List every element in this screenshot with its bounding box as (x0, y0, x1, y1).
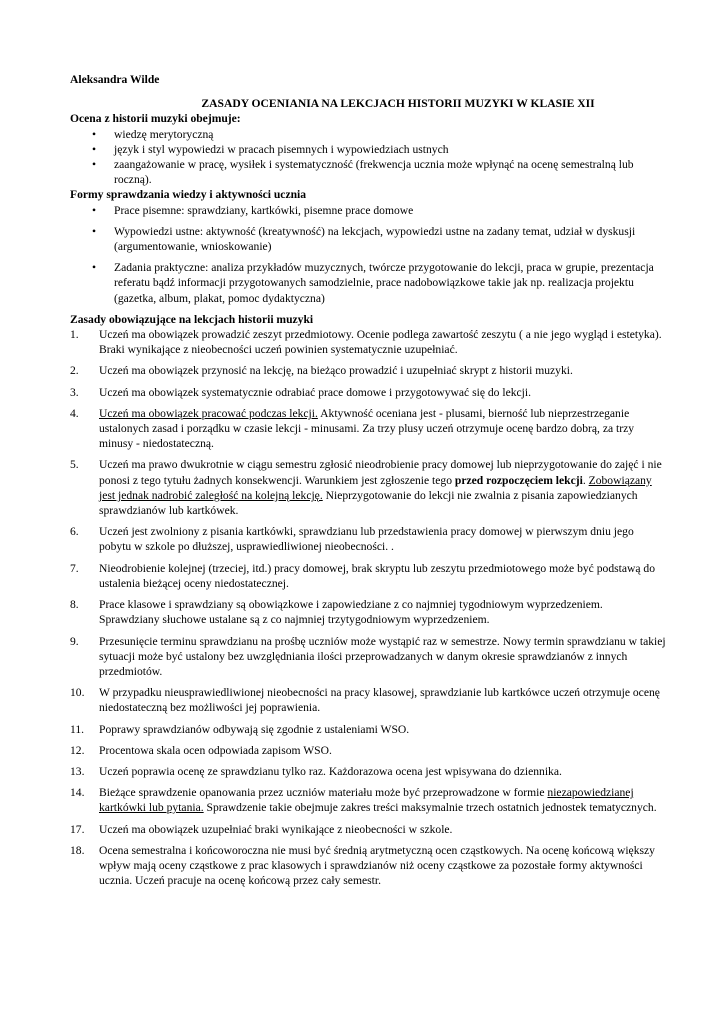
list-item (70, 406, 666, 452)
list-number: 10. (70, 686, 85, 700)
list-item (70, 764, 666, 779)
list-number: 9. (70, 634, 79, 648)
rule-text: Uczeń ma obowiązek prowadzić zeszyt przedmiotowy. Ocenie podlega zawartość zeszytu ( a nie jego wygląd i estetyka). Braki wynikające z nieobecności uczeń powinien systematycznie uzupełniać. (99, 328, 662, 357)
rule-text: Przesunięcie terminu sprawdzianu na prośbę uczniów może wystąpić raz w semestrze. Nowy termin sprawdzianu w takiej sytuacji może być ustalony bez uwzględniania ilości przeprowadzanych w danym okresie sprawdzianów z innych przedmiotów. (99, 634, 666, 678)
document-page (70, 72, 666, 894)
underlined-text: niezapowiedzianej kartkówki lub pytania. (99, 786, 634, 815)
rule-text: Uczeń ma obowiązek systematycznie odrabiać prace domowe i przygotowywać się do lekcji. (99, 385, 532, 399)
list-number: 2. (70, 364, 79, 378)
list-item (70, 457, 666, 518)
underlined-text: Zobowiązany jest jednak nadrobić zaległość na kolejną lekcję. (99, 473, 652, 502)
rule-text: Poprawy sprawdzianów odbywają się zgodnie z ustaleniami WSO. (99, 722, 410, 736)
document-title: ZASADY OCENIANIA NA LEKCJACH HISTORII MUZYKI W KLASIE XII (201, 97, 595, 111)
assessment-forms-list (70, 203, 666, 306)
underlined-text: Uczeń ma obowiązek pracować podczas lekcji. (99, 406, 318, 420)
list-item (70, 843, 666, 889)
list-item (70, 597, 666, 627)
section-heading-grading-scope: Ocena z historii muzyki obejmuje: (70, 112, 241, 126)
rule-text: . (582, 473, 589, 487)
list-number: 1. (70, 328, 79, 342)
list-number: 7. (70, 561, 79, 575)
list-number: 5. (70, 458, 79, 472)
rule-text: Bieżące sprawdzenie opanowania przez uczniów materiału może być przeprowadzone w formie (99, 786, 548, 800)
grading-scope-list (70, 127, 666, 188)
rule-text: Nieprzygotowanie do lekcji nie zwalnia z pisania zapowiedzianych sprawdzianów lub kartkówek. (99, 488, 638, 518)
list-item (70, 634, 666, 680)
list-number: 3. (70, 385, 79, 399)
rule-text: Uczeń jest zwolniony z pisania kartkówki, sprawdzianu lub przedstawienia pracy domowej w pierwszym dniu jego pobytu w szkole po dłuższej, usprawiedliwionej nieobecności. . (99, 525, 634, 554)
list-item: • wiedzę merytoryczną (70, 127, 666, 142)
list-number: 17. (70, 822, 85, 836)
list-number: 6. (70, 525, 79, 539)
rule-text: Uczeń poprawia ocenę ze sprawdzianu tylko raz. Każdorazowa ocena jest wpisywana do dziennika. (99, 764, 562, 778)
list-item (70, 722, 666, 737)
rule-text: Aktywność oceniana jest - plusami, bierność lub nieprzestrzeganie ustalonych zasad i porządku w czasie lekcji - minusami. Za trzy plusy uczeń otrzymuje ocenę bardzo dobrą, za trzy minusy - niedostateczną. (99, 406, 635, 451)
section-heading-rules: Zasady obowiązujące na lekcjach historii muzyki (70, 312, 314, 326)
rule-text: Sprawdzenie takie obejmuje zakres treści maksymalnie trzech ostatnich jednostek tematycznych. (203, 801, 657, 815)
list-item (70, 743, 666, 758)
list-item: • Wypowiedzi ustne: aktywność (kreatywność) na lekcjach, wypowiedzi ustne na zadany temat, udział w dyskusji (argumentowanie, wnioskowanie) (70, 224, 666, 254)
list-item: • język i styl wypowiedzi w pracach pisemnych i wypowiedziach ustnych (70, 142, 666, 157)
list-item: • Zadania praktyczne: analiza przykładów muzycznych, twórcze przygotowanie do lekcji, praca w grupie, prezentacja referatu bądź informacji przygotowanych samodzielnie, prace nadobowiązkowe takie jak np. realizacja projektu (gazetka, album, plakat, pomoc dydaktyczna) (70, 260, 666, 306)
list-item (70, 685, 666, 715)
list-number: 8. (70, 598, 79, 612)
list-number: 13. (70, 764, 85, 778)
rule-text: Procentowa skala ocen odpowiada zapisom WSO. (99, 743, 332, 757)
list-number: 11. (70, 722, 85, 736)
list-number: 4. (70, 406, 79, 420)
list-item (70, 561, 666, 591)
list-item (70, 385, 666, 400)
rule-text: Nieodrobienie kolejnej (trzeciej, itd.) pracy domowej, brak skryptu lub zeszytu przedmiotowego może być podstawą do ustalenia bieżącej oceny niedostatecznej. (99, 561, 656, 590)
bold-text: przed rozpoczęciem lekcji (454, 473, 583, 487)
list-item (70, 363, 666, 378)
rules-list (70, 327, 666, 888)
section-heading-assessment-forms: Formy sprawdzania wiedzy i aktywności ucznia (70, 188, 307, 202)
rule-text: Ocena semestralna i końcoworoczna nie musi być średnią arytmetyczną ocen cząstkowych. Na ocenę końcową większy wpływ mają oceny cząstkowe z prac klasowych i sprawdzianów niż oceny cząstkowe za pozostałe formy aktywności ucznia. Uczeń pracuje na ocenę końcową przez cały semestr. (99, 843, 655, 888)
list-item (70, 524, 666, 554)
list-item (70, 822, 666, 837)
rule-text: Uczeń ma obowiązek uzupełniać braki wynikające z nieobecności w szkole. (99, 822, 453, 836)
list-item (70, 785, 666, 815)
list-item (70, 327, 666, 357)
list-number: 18. (70, 843, 85, 857)
rule-text: Prace klasowe i sprawdziany są obowiązkowe i zapowiedziane z co najmniej tygodniowym wyprzedzeniem. Sprawdziany słuchowe ustalane są z co najmniej trzytygodniowym wyprzedzeniem. (99, 598, 603, 627)
rule-text: Uczeń ma prawo dwukrotnie w ciągu semestru zgłosić nieodrobienie pracy domowej lub nieprzygotowanie do zajęć i nie ponosi z tego tytułu żadnych konsekwencji. Warunkiem jest zgłoszenie tego (99, 458, 662, 487)
list-number: 14. (70, 786, 85, 800)
rule-text: W przypadku nieusprawiedliwionej nieobecności na pracy klasowej, sprawdzianie lub kartkówce uczeń otrzymuje ocenę niedostateczną bez możliwości jej poprawienia. (99, 686, 660, 715)
list-item: • zaangażowanie w pracę, wysiłek i systematyczność (frekwencja ucznia może wpłynąć na ocenę semestralną lub roczną). (70, 157, 666, 187)
author-name: Aleksandra Wilde (70, 73, 160, 86)
list-number: 12. (70, 743, 85, 757)
list-item: • Prace pisemne: sprawdziany, kartkówki, pisemne prace domowe (70, 203, 666, 218)
rule-text: Uczeń ma obowiązek przynosić na lekcję, na bieżąco prowadzić i uzupełniać skrypt z historii muzyki. (99, 364, 573, 378)
